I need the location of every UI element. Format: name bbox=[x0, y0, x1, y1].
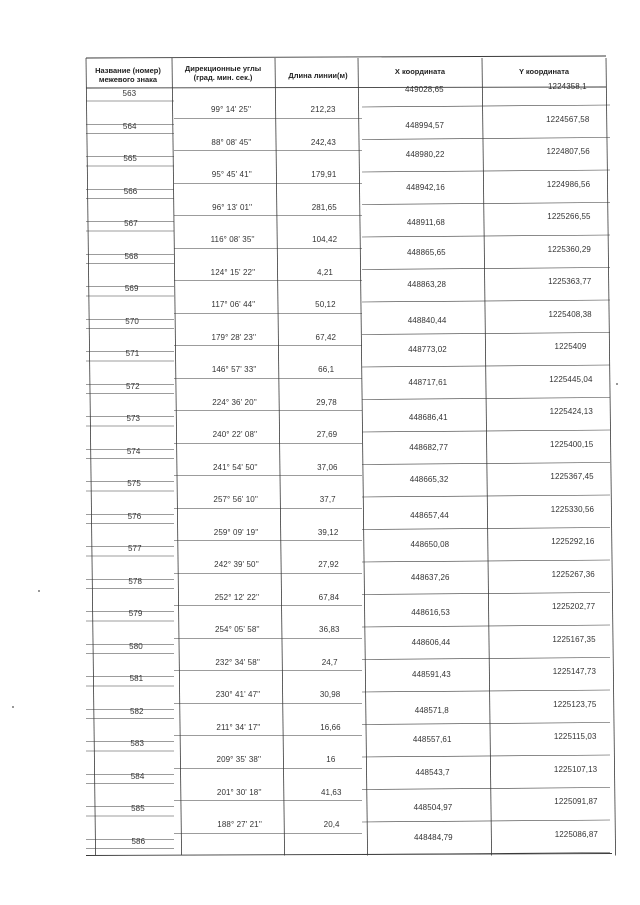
y-coordinate-cell: 1225266,55 bbox=[547, 212, 591, 221]
row-divider bbox=[362, 463, 610, 465]
row-divider bbox=[362, 495, 610, 497]
header-name-line1: Название (номер) bbox=[95, 66, 161, 75]
line-length-cell: 179,91 bbox=[311, 170, 337, 180]
row-divider bbox=[362, 820, 610, 822]
point-name-cell: 573 bbox=[126, 414, 141, 423]
x-coordinate-cell: 448686,41 bbox=[408, 413, 448, 422]
header-angle-line1: Дирекционные углы bbox=[184, 64, 262, 73]
point-name-cell: 563 bbox=[122, 89, 137, 98]
direction-angle-cell: 209° 35' 38'' bbox=[216, 755, 262, 765]
direction-angle-cell: 95° 45' 41'' bbox=[211, 170, 252, 180]
point-name-cell: 575 bbox=[127, 479, 141, 488]
point-name-cell: 571 bbox=[125, 349, 140, 358]
point-name-cell: 582 bbox=[129, 706, 144, 716]
x-coordinate-cell: 448717,61 bbox=[408, 377, 448, 387]
line-length-cell: 4,21 bbox=[317, 267, 333, 277]
table-top-border bbox=[86, 56, 606, 58]
header-angle-line2: (град. мин. сек.) bbox=[193, 73, 253, 82]
header-y: Y координата bbox=[518, 67, 570, 76]
direction-angle-cell: 240° 22' 08'' bbox=[212, 430, 258, 440]
line-length-cell: 104,42 bbox=[312, 235, 338, 245]
x-coordinate-cell: 448484,79 bbox=[413, 832, 453, 842]
line-length-cell: 50,12 bbox=[315, 300, 336, 310]
direction-angle-cell: 259° 09' 19'' bbox=[213, 527, 259, 537]
direction-angle-cell: 146° 57' 33'' bbox=[211, 365, 257, 375]
table-bottom-border bbox=[86, 854, 612, 856]
x-coordinate-cell: 448657,44 bbox=[410, 510, 449, 520]
row-divider bbox=[362, 430, 610, 432]
point-name-cell: 577 bbox=[128, 544, 142, 553]
point-name-cell: 570 bbox=[125, 316, 139, 326]
line-length-cell: 24,7 bbox=[321, 657, 338, 667]
x-coordinate-cell: 448863,28 bbox=[407, 280, 447, 289]
x-coordinate-cell: 448637,26 bbox=[410, 572, 450, 582]
x-coordinate-cell: 448650,08 bbox=[410, 540, 450, 549]
y-coordinate-cell: 1225147,73 bbox=[552, 667, 597, 676]
point-name-cell: 581 bbox=[129, 674, 144, 683]
scan-speck bbox=[38, 590, 40, 592]
point-name-cell: 564 bbox=[122, 121, 137, 131]
y-coordinate-cell: 1224807,56 bbox=[546, 147, 590, 156]
direction-angle-cell: 88° 08' 45'' bbox=[211, 137, 252, 147]
x-coordinate-cell: 448606,44 bbox=[411, 637, 451, 647]
point-name-cell: 583 bbox=[130, 739, 144, 748]
direction-angle-cell: 124° 15' 22'' bbox=[210, 267, 256, 277]
y-coordinate-cell: 1225424,13 bbox=[549, 407, 593, 416]
direction-angle-cell: 179° 28' 23'' bbox=[211, 332, 257, 342]
point-name-cell: 572 bbox=[126, 381, 140, 391]
line-length-cell: 20,4 bbox=[323, 820, 340, 830]
line-length-cell: 27,69 bbox=[316, 430, 338, 440]
scan-speck bbox=[616, 383, 618, 385]
x-coordinate-cell: 449028,65 bbox=[405, 85, 444, 94]
column-border bbox=[86, 58, 96, 856]
point-name-cell: 565 bbox=[123, 154, 137, 163]
row-divider bbox=[362, 625, 610, 627]
line-length-cell: 29,78 bbox=[316, 397, 337, 407]
x-coordinate-cell: 448865,65 bbox=[406, 247, 446, 257]
x-coordinate-cell: 448980,22 bbox=[405, 150, 445, 159]
x-coordinate-cell: 448840,44 bbox=[407, 315, 447, 325]
y-coordinate-cell: 1225167,35 bbox=[552, 634, 596, 644]
direction-angle-cell: 224° 36' 20'' bbox=[212, 397, 257, 407]
y-coordinate-cell: 1225115,03 bbox=[553, 732, 597, 741]
y-coordinate-cell: 1224986,56 bbox=[546, 179, 591, 189]
row-divider bbox=[362, 788, 610, 790]
line-length-cell: 39,12 bbox=[317, 527, 339, 537]
direction-angle-cell: 232° 34' 58'' bbox=[215, 657, 261, 667]
y-coordinate-cell: 1224567,58 bbox=[546, 114, 590, 124]
y-coordinate-cell: 1225091,87 bbox=[554, 797, 598, 806]
point-name-cell: 566 bbox=[123, 186, 138, 196]
row-divider bbox=[362, 235, 610, 237]
scan-speck bbox=[12, 706, 14, 708]
direction-angle-cell: 254° 05' 58'' bbox=[214, 625, 260, 635]
header-angle bbox=[173, 64, 273, 82]
line-length-cell: 36,83 bbox=[319, 625, 340, 635]
point-name-cell: 586 bbox=[131, 836, 146, 846]
y-coordinate-cell: 1225330,56 bbox=[550, 504, 595, 514]
header-name-line2: межевого знака bbox=[98, 75, 158, 84]
x-coordinate-cell: 448682,77 bbox=[409, 442, 449, 452]
point-name-cell: 585 bbox=[131, 804, 145, 813]
x-coordinate-cell: 448665,32 bbox=[409, 475, 449, 484]
direction-angle-cell: 252° 12' 22'' bbox=[214, 592, 260, 602]
x-coordinate-cell: 448504,97 bbox=[413, 803, 453, 812]
x-coordinate-cell: 448942,16 bbox=[406, 182, 445, 192]
y-coordinate-cell: 1225202,77 bbox=[551, 602, 596, 611]
point-name-cell: 576 bbox=[127, 511, 142, 521]
x-coordinate-cell: 448591,43 bbox=[412, 670, 451, 679]
row-divider bbox=[362, 268, 610, 270]
line-length-cell: 242,43 bbox=[310, 137, 336, 147]
line-length-cell: 67,42 bbox=[315, 332, 337, 342]
line-length-cell: 281,65 bbox=[311, 202, 337, 212]
line-length-cell: 30,98 bbox=[319, 690, 341, 700]
direction-angle-cell: 116° 08' 35'' bbox=[210, 235, 255, 245]
point-name-cell: 580 bbox=[129, 641, 143, 651]
direction-angle-cell: 242° 39' 50'' bbox=[214, 560, 259, 570]
row-divider bbox=[362, 690, 610, 692]
line-length-cell: 66,1 bbox=[318, 365, 335, 375]
direction-angle-cell: 96° 13' 01'' bbox=[212, 202, 253, 212]
point-name-cell: 567 bbox=[124, 219, 138, 228]
y-coordinate-cell: 1225107,13 bbox=[553, 764, 598, 774]
row-divider bbox=[362, 723, 610, 725]
point-name-cell: 568 bbox=[124, 251, 139, 261]
row-divider bbox=[362, 658, 610, 660]
direction-angle-cell: 188° 27' 21'' bbox=[217, 820, 262, 830]
x-coordinate-cell: 448773,02 bbox=[408, 345, 447, 354]
point-name-cell: 579 bbox=[128, 609, 143, 618]
x-coordinate-cell: 448571,8 bbox=[414, 705, 449, 715]
point-name-cell: 584 bbox=[130, 771, 145, 781]
direction-angle-cell: 117° 06' 44'' bbox=[211, 300, 256, 310]
y-coordinate-cell: 1225123,75 bbox=[553, 699, 597, 709]
row-divider bbox=[362, 203, 610, 205]
header-length: Длина линии(м) bbox=[288, 71, 348, 80]
line-length-cell: 41,63 bbox=[320, 787, 342, 797]
x-coordinate-cell: 448543,7 bbox=[415, 767, 450, 777]
line-length-cell: 16,66 bbox=[320, 722, 341, 732]
y-coordinate-cell: 1225367,45 bbox=[550, 472, 594, 481]
row-divider bbox=[362, 170, 610, 172]
direction-angle-cell: 99° 14' 25'' bbox=[211, 105, 252, 115]
x-coordinate-cell: 448557,61 bbox=[412, 735, 452, 744]
x-coordinate-cell: 448994,57 bbox=[405, 120, 445, 130]
y-coordinate-cell: 1225292,16 bbox=[551, 537, 595, 546]
y-coordinate-cell: 1225409 bbox=[554, 342, 587, 351]
line-length-cell: 16 bbox=[326, 755, 336, 765]
header-name bbox=[88, 66, 168, 84]
row-divider bbox=[362, 105, 610, 107]
y-coordinate-cell: 1225400,15 bbox=[550, 439, 594, 449]
x-coordinate-cell: 448911,68 bbox=[406, 218, 445, 227]
y-coordinate-cell: 1225086,87 bbox=[554, 829, 598, 839]
row-divider bbox=[362, 528, 610, 530]
direction-angle-cell: 230° 41' 47'' bbox=[215, 690, 261, 700]
header-x: X координата bbox=[394, 67, 446, 76]
line-length-cell: 67,84 bbox=[318, 592, 340, 602]
y-coordinate-cell: 1225445,04 bbox=[549, 374, 593, 384]
row-divider bbox=[362, 138, 610, 140]
point-name-cell: 574 bbox=[126, 446, 141, 456]
point-name-cell: 578 bbox=[128, 576, 143, 586]
direction-angle-cell: 257° 56' 10'' bbox=[213, 495, 259, 505]
row-divider bbox=[362, 300, 610, 302]
row-divider bbox=[362, 560, 610, 562]
point-name-cell: 569 bbox=[124, 284, 139, 293]
x-coordinate-cell: 448616,53 bbox=[411, 608, 450, 617]
line-length-cell: 27,92 bbox=[318, 560, 339, 570]
row-divider bbox=[362, 333, 610, 335]
row-divider bbox=[362, 593, 610, 595]
y-coordinate-cell: 1225360,29 bbox=[547, 244, 591, 254]
row-divider bbox=[362, 755, 610, 757]
direction-angle-cell: 211° 34' 17'' bbox=[216, 722, 261, 732]
y-coordinate-cell: 1225408,38 bbox=[548, 309, 592, 319]
y-coordinate-cell: 1225363,77 bbox=[548, 277, 592, 286]
direction-angle-cell: 201° 30' 18'' bbox=[216, 787, 262, 797]
y-coordinate-cell: 1225267,36 bbox=[551, 569, 595, 579]
direction-angle-cell: 241° 54' 50'' bbox=[213, 462, 258, 472]
line-length-cell: 37,7 bbox=[319, 495, 336, 505]
y-coordinate-cell: 1224358,1 bbox=[548, 82, 587, 91]
line-length-cell: 37,06 bbox=[317, 462, 338, 472]
line-length-cell: 212,23 bbox=[310, 105, 336, 115]
